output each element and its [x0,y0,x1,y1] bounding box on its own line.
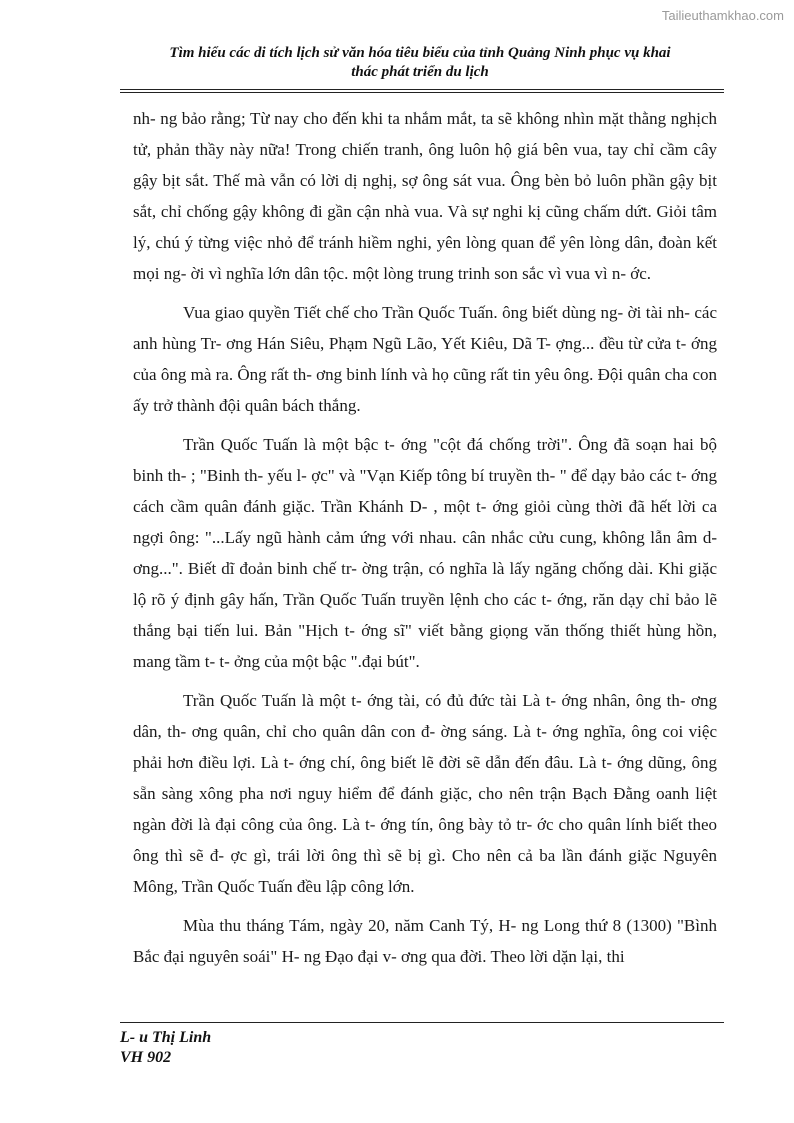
document-body [133,103,717,980]
paragraph-3: Trần Quốc Tuấn là một bậc t- ớng "cột đá chống trời". Ông đã soạn hai bộ binh th- ; "Binh th- yếu l- ợc" và "Vạn Kiếp tông bí truyền th- " để dạy bảo các t- ớng cách cầm quân đánh giặc. Trần Khánh D- , một t- ớng giỏi cùng thời đã hết lời ca ngợi ông: "...Lấy ngũ hành cảm ứng với nhau. cân nhắc cửu cung, không lẫn âm d- ơng...". Biết dĩ đoản binh chế tr- ờng trận, có nghĩa là lấy ngăng chống dài. Khi giặc lộ rõ ý định gây hấn, Trần Quốc Tuấn truyền lệnh cho các t- ớng, răn dạy chỉ bảo lẽ thắng bại tiến lui. Bản "Hịch t- ớng sĩ" viết bằng giọng văn thống thiết hùng hồn, mang tầm t- t- ởng của một bậc ".đại bút". [133,435,717,671]
footer-divider [120,1022,724,1023]
paragraph-5: Mùa thu tháng Tám, ngày 20, năm Canh Tý, H- ng Long thứ 8 (1300) "Bình Bắc đại nguyên soái" H- ng Đạo đại v- ơng qua đời. Theo lời dặn lại, thi [133,916,717,966]
page-header [120,44,720,82]
paragraph-4: Trần Quốc Tuấn là một t- ớng tài, có đủ đức tài Là t- ớng nhân, ông th- ơng dân, th- ơng quân, chỉ cho quân dân con đ- ờng sáng. Là t- ớng nghĩa, ông coi việc phải hơn điều lợi. Là t- ớng chí, ông biết lẽ đời sẽ dẫn đến đâu. Là t- ớng dũng, ông sẵn sàng xông pha nơi nguy hiểm để đánh giặc, cho nên trận Bạch Đằng oanh liệt ngàn đời là đại công của ông. Là t- ớng tín, ông bày tỏ tr- ớc cho quân lính biết theo ông thì sẽ đ- ợc gì, trái lời ông thì sẽ bị gì. Cho nên cả ba lần đánh giặc Nguyên Mông, Trần Quốc Tuấn đều lập công lớn. [133,691,717,896]
footer-class-code: VH 902 [120,1049,172,1066]
watermark-text: Tailieuthamkhao.com [661,8,784,23]
paragraph-2: Vua giao quyền Tiết chế cho Trần Quốc Tuấn. ông biết dùng ng- ời tài nh- các anh hùng Tr- ơng Hán Siêu, Phạm Ngũ Lão, Yết Kiêu, Dã T- ợng... đều từ cửa t- ớng của ông mà ra. Ông rất th- ơng binh lính và họ cũng rất tin yêu ông. Đội quân cha con ấy trở thành đội quân bách thắng. [133,303,718,415]
page-footer [120,1028,211,1068]
header-divider [120,89,724,93]
header-title-line-2: thác phát triển du lịch [351,64,489,80]
paragraph-1: nh- ng bảo rằng; Từ nay cho đến khi ta nhắm mắt, ta sẽ không nhìn mặt thằng nghịch tử, phản thầy này nữa! Trong chiến tranh, ông luôn hộ giá bên vua, tay chỉ cầm cây gậy bịt sắt. Thế mà vẫn có lời dị nghị, sợ ông sát vua. Ông bèn bỏ luôn phần gậy bịt sắt, chỉ chống gậy không đi gần cận nhà vua. Và sự nghi kị cũng chấm dứt. Giỏi tâm lý, chú ý từng việc nhỏ để tránh hiềm nghi, yên lòng quan để yên lòng dân, đoàn kết mọi ng- ời vì nghĩa lớn dân tộc. một lòng trung trinh son sắc vì vua vì n- ớc. [133,109,717,283]
footer-author: L- u Thị Linh [120,1029,212,1046]
header-title-line-1: Tìm hiểu các di tích lịch sử văn hóa tiêu biểu của tỉnh Quảng Ninh phục vụ khai [169,45,671,61]
